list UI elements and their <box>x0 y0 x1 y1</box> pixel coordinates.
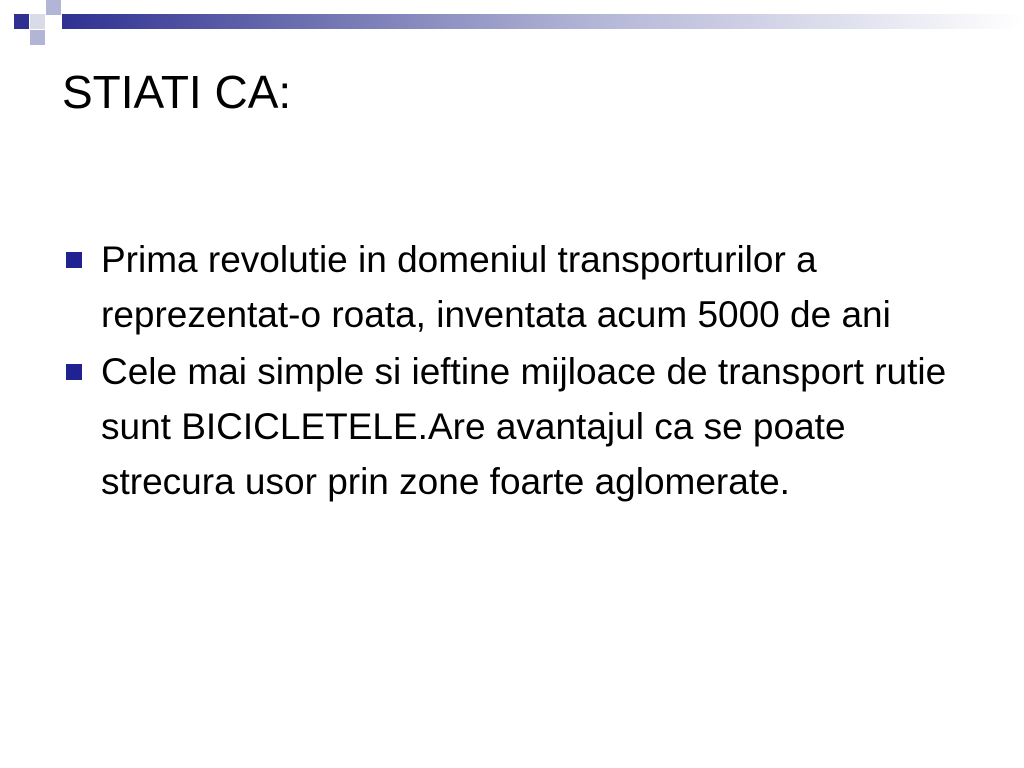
header-decoration <box>0 0 1024 60</box>
bullet-text: Cele mai simple si ieftine mijloace de transport rutie sunt BICICLETELE.Are avantajul ca se poate strecura usor prin zone foarte aglomerate. <box>101 351 947 502</box>
slide-title: STIATI CA: <box>62 66 292 118</box>
decor-square <box>30 30 45 45</box>
square-bullet-icon <box>66 364 82 380</box>
bullet-text: Prima revolutie in domeniul transporturilor a reprezentat-o roata, inventata acum 5000 de ani <box>101 239 891 335</box>
decor-square <box>30 14 45 29</box>
bullet-list <box>62 232 962 511</box>
decor-square <box>46 0 61 15</box>
decor-square <box>0 0 15 15</box>
decor-square <box>46 30 61 45</box>
decor-square <box>14 14 29 29</box>
square-bullet-icon <box>66 252 82 268</box>
header-gradient-bar <box>62 14 1024 29</box>
bullet-item <box>62 344 962 509</box>
bullet-item <box>62 232 962 342</box>
